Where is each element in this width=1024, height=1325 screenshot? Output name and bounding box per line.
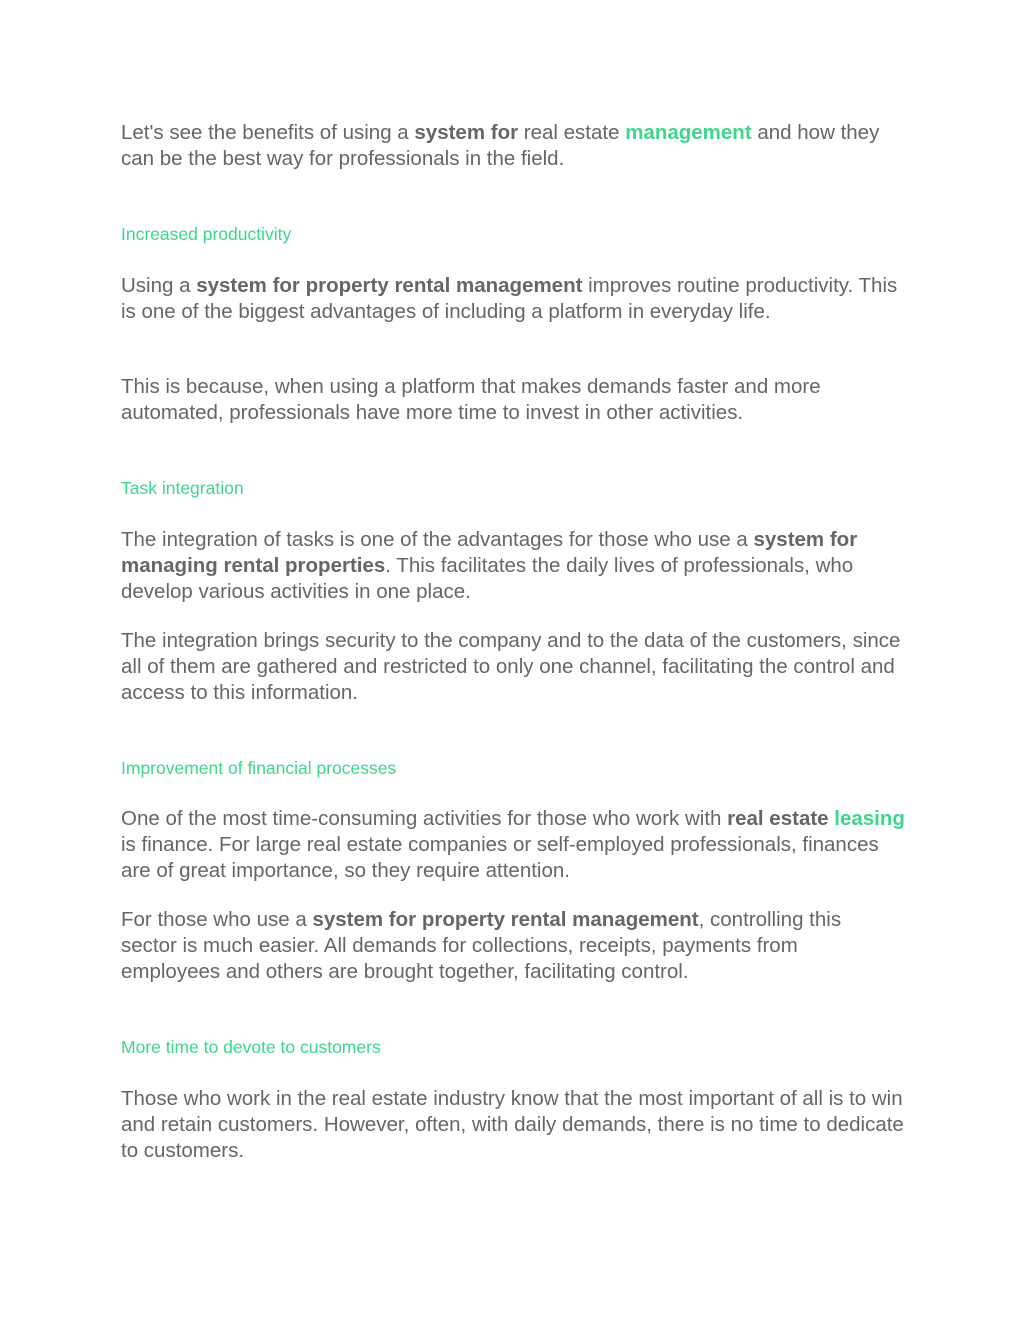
text-run: . This facilitates the daily lives of professionals, who develop various activities in one place. (121, 554, 854, 603)
section-heading: Increased productivity (121, 224, 292, 244)
bold-keyword: real estate (727, 807, 829, 830)
text-run: For those who use a (121, 908, 313, 931)
text-run: The integration of tasks is one of the advantages for those who use a (121, 528, 754, 551)
text-run: is finance. For large real estate companies or self-employed professionals, finances are of great importance, so they require attention. (121, 833, 879, 882)
intro-paragraph (121, 120, 911, 172)
text-run: real estate (518, 121, 626, 144)
text-run: Using a (121, 274, 197, 297)
bold-keyword: system for property rental management (196, 274, 583, 297)
section-heading: Task integration (121, 478, 244, 498)
bold-keyword: system for managing rental properties (121, 528, 858, 577)
section-paragraph: This is because, when using a platform that makes demands faster and more automated, professionals have more time to invest in other activities. (121, 375, 821, 424)
text-run: Let's see the benefits of using a (121, 121, 415, 144)
highlighted-keyword: leasing (834, 807, 905, 830)
text-run: , controlling this sector is much easier. All demands for collections, receipts, payments from employees and others are brought together, facilitating control. (121, 908, 842, 983)
section-paragraph (121, 527, 911, 605)
text-run: One of the most time-consuming activities for those who work with (121, 807, 728, 830)
bold-keyword: system for (414, 121, 519, 144)
section-paragraph (121, 806, 911, 884)
section-paragraph: Those who work in the real estate industry know that the most important of all is to win and retain customers. However, often, with daily demands, there is no time to dedicate to customers. (121, 1087, 904, 1162)
highlighted-keyword: management (625, 121, 752, 144)
section-paragraph (121, 273, 901, 325)
section-paragraph: The integration brings security to the company and to the data of the customers, since all of them are gathered and restricted to only one channel, facilitating the control and access to this information. (121, 629, 901, 704)
text-run: improves routine productivity. This is one of the biggest advantages of including a platform in everyday life. (121, 274, 898, 323)
section-paragraph (121, 907, 901, 985)
bold-keyword: system for property rental management (312, 908, 699, 931)
section-heading: More time to devote to customers (121, 1037, 381, 1057)
section-heading: Improvement of financial processes (121, 758, 397, 778)
text-run: and how they can be the best way for professionals in the field. (121, 121, 880, 170)
